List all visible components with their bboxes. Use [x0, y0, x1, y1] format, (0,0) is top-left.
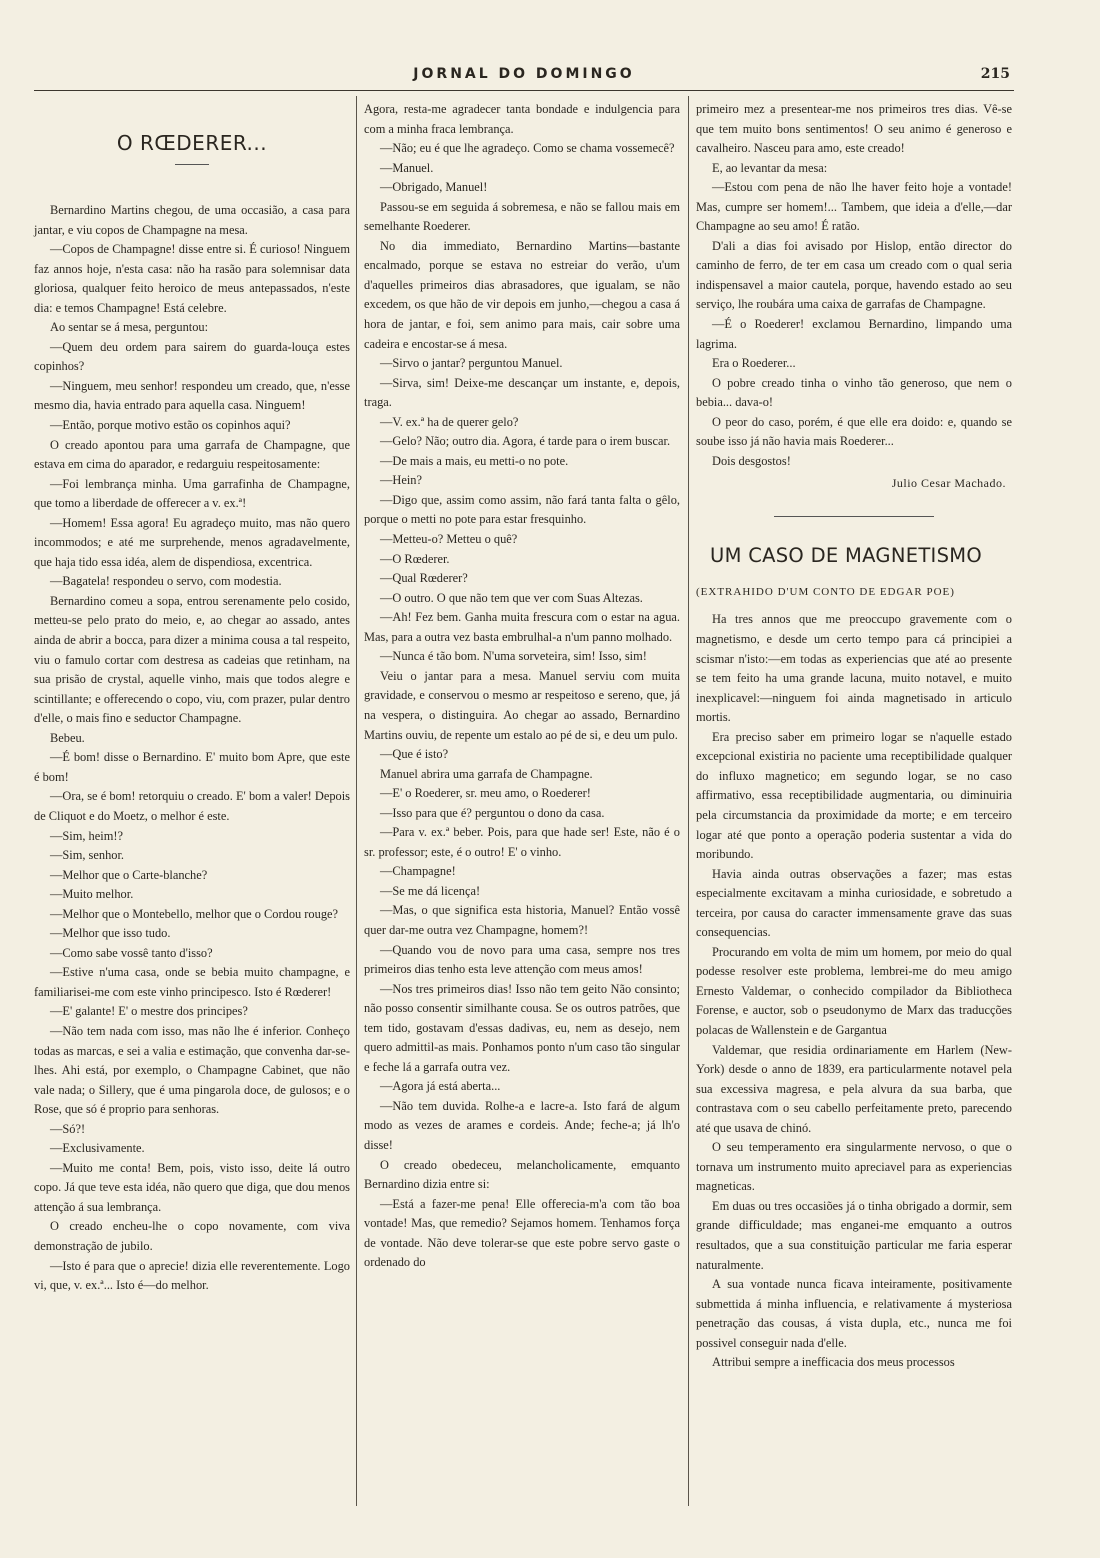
column-1-body — [34, 201, 350, 1296]
paragraph: —Obrigado, Manuel! — [380, 180, 488, 195]
paragraph: A sua vontade nunca ficava inteiramente, positivamente submettida á minha influencia, e relativamente á mysteriosa penetração das cousas, á vista dupla, etc., nunca me foi possivel conseguir nada d'elle. — [696, 1277, 1012, 1350]
paragraph: —Isto é para que o aprecie! dizia elle reverentemente. Logo vi, que, v. ex.ª... Isto é—do melhor. — [34, 1258, 350, 1293]
paragraph: —Hein? — [380, 473, 422, 488]
paragraph: Attribui sempre a inefficacia dos meus processos — [712, 1355, 955, 1370]
paragraph: —Nunca é tão bom. N'uma sorveteira, sim! Isso, sim! — [380, 649, 647, 664]
paragraph: Bernardino Martins chegou, de uma occasião, a casa para jantar, e viu copos de Champagne na mesa. — [34, 203, 350, 237]
paragraph: —Melhor que o Montebello, melhor que o Cordou rouge? — [50, 906, 339, 921]
paragraph: Ao sentar se á mesa, perguntou: — [50, 320, 209, 335]
paragraph: Ha tres annos que me preoccupo gravemente com o magnetismo, e desde um certo tempo para cá principiei a scismar n'isto:—em todas as experiencias que até ao presente se tem feito ha uma grande lacuna, muito notavel, e muito inexplicavel:—ninguem foi ainda magnetisado in articulo mortis. — [696, 612, 1012, 725]
paragraph: —Não; eu é que lhe agradeço. Como se chama vossemecê? — [380, 141, 675, 156]
paragraph: —Muito me conta! Bem, pois, visto isso, deite lá outro copo. Já que teve esta idéa, não quero que diga, que dou menos attenção á sua lembrança. — [34, 1160, 350, 1214]
paragraph: —Como sabe vossê tanto d'isso? — [50, 945, 213, 960]
page-number: 215 — [980, 66, 1010, 82]
paragraph: Era o Roederer... — [712, 356, 796, 371]
article-title-2: UM CASO DE MAGNETISMO — [710, 543, 983, 567]
paragraph: —Bagatela! respondeu o servo, com modestia. — [50, 574, 282, 589]
paragraph: —Melhor que o Carte-blanche? — [50, 867, 208, 882]
paragraph: —Para v. ex.ª beber. Pois, para que hade ser! Este, não é o sr. professor; este, é o outro! E' o vinho. — [364, 825, 680, 859]
paragraph: —Sim, heim!? — [50, 828, 123, 843]
paragraph: Era preciso saber em primeiro logar se n'aquelle estado excepcional existiria no paciente uma receptibilidade qualquer do influxo magnetico; em segundo logar, se no caso affirmativo, essa receptibilidade augmentaria, ou diminuiria pela circumstancia da proximidade da morte; e em terceiro logar até que ponto a operação poderia sustentar a vida do moribundo. — [696, 729, 1012, 862]
paragraph: Valdemar, que residia ordinariamente em Harlem (New-York) desde o anno de 1839, era particularmente notavel pela sua excessiva magresa, e pela alvura da sua barba, que contrastava com o seu cabello perfeitamente preto, parecendo até que usava de chinó. — [696, 1042, 1012, 1135]
paragraph: O pobre creado tinha o vinho tão generoso, que nem o bebia... dava-o! — [696, 375, 1012, 410]
paragraph: —Então, porque motivo estão os copinhos aqui? — [50, 418, 291, 433]
paragraph: Dois desgostos! — [712, 453, 791, 468]
column-1 — [34, 100, 350, 1296]
paragraph: Procurando em volta de mim um homem, por meio do qual podesse resolver este problema, lembrei-me do meu amigo Ernesto Valdemar, o conhecido compilador da Bibliotheca Forense, e auctor, sob o pseudonymo de Marx das traducções polacas de Wallenstein e de Gargantua — [696, 944, 1012, 1037]
paragraph: —Estou com pena de não lhe haver feito hoje a vontade! Mas, cumpre ser homem!... Tambem, que ideia a d'elle,—dar Champagne ao seu amo! É ratão. — [696, 180, 1012, 234]
paragraph: —Melhor que isso tudo. — [50, 926, 171, 941]
paragraph: O creado apontou para uma garrafa de Champagne, que estava em cima do aparador, e redarguiu respeitosamente: — [34, 437, 350, 472]
paragraph: Havia ainda outras observações a fazer; mas estas especialmente excitavam a minha curiosidade, e sobretudo a terceira, por causa do caracter immensamente grave das suas consequencias. — [696, 866, 1012, 940]
paragraph: —Muito melhor. — [50, 887, 134, 902]
column-3-body — [696, 100, 1012, 471]
paragraph: —Ora, se é bom! retorquiu o creado. E' bom a valer! Depois de Cliquot e do Moetz, o melhor é este. — [34, 789, 350, 823]
paragraph: —Mas, o que significa esta historia, Manuel? Então vossê quer dar-me outra vez Champagne, homem?! — [364, 903, 680, 937]
paragraph: —Está a fazer-me pena! Elle offerecia-m'a com tão boa vontade! Mas, que remedio? Sejamos homem. Tenhamos força de vontade. Não deve tolerar-se que este pobre servo gaste o ordenado do — [364, 1196, 680, 1270]
paragraph: —Nos tres primeiros dias! Isso não tem geito Não consinto; não posso consentir similhante cousa. Se os outros patrões, que tem tido, gostavam d'essas dadivas, eu, nem as desejo, nem quero admittil-as mais. Ponhamos ponto n'um caso tão singular e feche lá a garrafa outra vez. — [364, 981, 680, 1074]
paragraph: Bebeu. — [50, 730, 85, 745]
title-rule — [175, 164, 209, 165]
column-divider — [356, 96, 357, 1506]
paragraph: Manuel abrira uma garrafa de Champagne. — [380, 766, 593, 781]
paragraph: —O Rœderer. — [380, 551, 450, 566]
paragraph: —Champagne! — [380, 864, 456, 879]
paragraph: —Quando vou de novo para uma casa, sempre nos tres primeiros dias tenho esta leve attenção com meus amos! — [364, 942, 680, 977]
newspaper-title: JORNAL DO DOMINGO — [413, 66, 635, 82]
author-signature: Julio Cesar Machado. — [891, 476, 1006, 491]
paragraph: E, ao levantar da mesa: — [712, 160, 828, 175]
paragraph: —Sirva, sim! Deixe-me descançar um instante, e, depois, traga. — [364, 375, 680, 410]
paragraph: —E' galante! E' o mestre dos principes? — [50, 1004, 248, 1019]
paragraph: —Foi lembrança minha. Uma garrafinha de Champagne, que tomo a liberdade de offerecer a v. ex.ª! — [34, 476, 350, 511]
paragraph: —Agora já está aberta... — [380, 1079, 501, 1094]
paragraph: O seu temperamento era singularmente nervoso, o que o tornava um instrumento muito apreciavel para as experiencias magneticas. — [696, 1140, 1012, 1194]
paragraph: —Que é isto? — [380, 747, 449, 762]
paragraph: —Ninguem, meu senhor! respondeu um creado, que, n'esse mesmo dia, havia entrado para aquella casa. Ninguem! — [34, 378, 350, 413]
paragraph: Em duas ou tres occasiões já o tinha obrigado a dormir, sem grande difficuldade; mas enganei-me emquanto a outros resultados, que a sua constituição particular me faria esperar naturalmente. — [696, 1198, 1012, 1272]
column-3 — [696, 100, 1012, 1373]
paragraph: Bernardino comeu a sopa, entrou serenamente pelo cosido, metteu-se pelo prato do meio, e, ao chegar ao assado, antes ainda de abrir a bocca, para dizer a minima cousa a tal respeito, viu o famulo cortar com destresa as cadeias que retinham, na sua prisão de crystal, aquelle vinho, mais que todos alegre e scintillante; e offerecendo o copo, viu, com prazer, pular dentro d'elle, o mais fino e seductor Champagne. — [34, 593, 350, 726]
paragraph: —Sirvo o jantar? perguntou Manuel. — [380, 356, 563, 371]
paragraph: primeiro mez a presentear-me nos primeiros tres dias. Vê-se que tem muito bons sentimentos! O seu animo é generoso e cavalheiro. Nasceu para amo, este creado! — [696, 102, 1012, 156]
paragraph: —Metteu-o? Metteu o quê? — [380, 532, 518, 547]
column-divider — [688, 96, 689, 1506]
paragraph: —De mais a mais, eu metti-o no pote. — [380, 453, 569, 468]
paragraph: —Sim, senhor. — [50, 848, 125, 863]
paragraph: —Estive n'uma casa, onde se bebia muito champagne, e familiarisei-me com este vinho principesco. Isto é Rœderer! — [34, 965, 350, 999]
paragraph: —É bom! disse o Bernardino. E' muito bom Apre, que este é bom! — [34, 750, 350, 784]
paragraph: —Exclusivamente. — [50, 1141, 145, 1156]
paragraph: —Qual Rœderer? — [380, 571, 468, 586]
article-title: O RŒDERER... — [116, 131, 268, 155]
paragraph: —Ah! Fez bem. Ganha muita frescura com o estar na agua. Mas, para a outra vez basta embrulhal-a n'um panno molhado. — [364, 610, 680, 644]
paragraph: D'ali a dias foi avisado por Hislop, então director do caminho de ferro, de ter em casa um creado com o qual seria indispensavel a maior cautela, porque, havendo estado ao seu serviço, lhe roubára uma caixa de garrafas de Champagne. — [696, 238, 1012, 312]
paragraph: —E' o Roederer, sr. meu amo, o Roederer! — [380, 786, 591, 801]
paragraph: —Manuel. — [380, 160, 434, 175]
paragraph: —V. ex.ª ha de querer gelo? — [380, 414, 519, 429]
paragraph: Agora, resta-me agradecer tanta bondade e indulgencia para com a minha fraca lembrança. — [364, 102, 680, 136]
paragraph: —Homem! Essa agora! Eu agradeço muito, mas não quero incommodos; e até me surprehende, menos agradavelmente, que haja tido essa idéa, alem de dispendiosa, excentrica. — [34, 515, 350, 569]
paragraph: —Digo que, assim como assim, não fará tanta falta o gêlo, porque o metti no pote para estar fresquinho. — [364, 492, 680, 527]
paragraph: —É o Roederer! exclamou Bernardino, limpando uma lagrima. — [696, 317, 1012, 351]
masthead — [34, 66, 1014, 88]
paragraph: O creado obedeceu, melancholicamente, emquanto Bernardino dizia entre si: — [364, 1157, 680, 1192]
article-separator — [774, 516, 934, 517]
paragraph: —Não tem duvida. Rolhe-a e lacre-a. Isto fará de algum modo as vezes de arames e cordeis. Ande; feche-a; já lh'o disse! — [364, 1098, 680, 1152]
paragraph: —Isso para que é? perguntou o dono da casa. — [380, 805, 605, 820]
paragraph: —Não tem nada com isso, mas não lhe é inferior. Conheço todas as marcas, e sei a valia e estimação, que convenha dar-se-lhes. Ahi está, por exemplo, o Champagne Cabinet, que não vale nada; o Sillery, que é uma pingarola doce, de gulosos; e o Rose, que só é proprio para senhoras. — [34, 1023, 350, 1117]
paragraph: —Se me dá licença! — [380, 883, 481, 898]
paragraph: O creado encheu-lhe o copo novamente, com viva demonstração de jubilo. — [34, 1219, 350, 1253]
column-2-body — [364, 100, 680, 1273]
article-2-body — [696, 610, 1012, 1372]
paragraph: O peor do caso, porém, é que elle era doido: e, quando se soube isso já não havia mais Roederer... — [696, 414, 1012, 449]
column-2 — [364, 100, 680, 1273]
header-rule — [34, 90, 1014, 91]
paragraph: Veiu o jantar para a mesa. Manuel serviu com muita gravidade, e conservou o mesmo ar respeitoso e sereno, que, já na vespera, o distinguira. Ao chegar ao assado, Bernardino Martins ouviu, de repente um estalo ao pé de si, e deu um pulo. — [364, 668, 680, 742]
paragraph: —Quem deu ordem para sairem do guarda-louça estes copinhos? — [34, 339, 350, 374]
paragraph: Passou-se em seguida á sobremesa, e não se fallou mais em semelhante Roederer. — [364, 199, 680, 234]
paragraph: —Só?! — [50, 1121, 86, 1136]
article-subtitle: (EXTRAHIDO D'UM CONTO DE EDGAR POE) — [696, 585, 955, 598]
paragraph: —Copos de Champagne! disse entre si. É curioso! Ninguem faz annos hoje, n'esta casa: não ha rasão para solemnisar data gloriosa, qualquer feito heroico de meus antepassados, n'este dia: e temos Champagne! Está celebre. — [34, 242, 350, 315]
paragraph: —Gelo? Não; outro dia. Agora, é tarde para o irem buscar. — [380, 434, 671, 449]
paragraph: —O outro. O que não tem que ver com Suas Altezas. — [380, 590, 643, 605]
paragraph: No dia immediato, Bernardino Martins—bastante encalmado, porque se estava no estreiar do verão, u'um d'aquelles primeiros dias abrasadores, que igualam, se não excedem, os que hão de vir depois em junho,—chegou a casa á hora de jantar, e foi, sem animo para mais, cair sobre uma cadeira e encostar-se á mesa. — [364, 238, 680, 351]
